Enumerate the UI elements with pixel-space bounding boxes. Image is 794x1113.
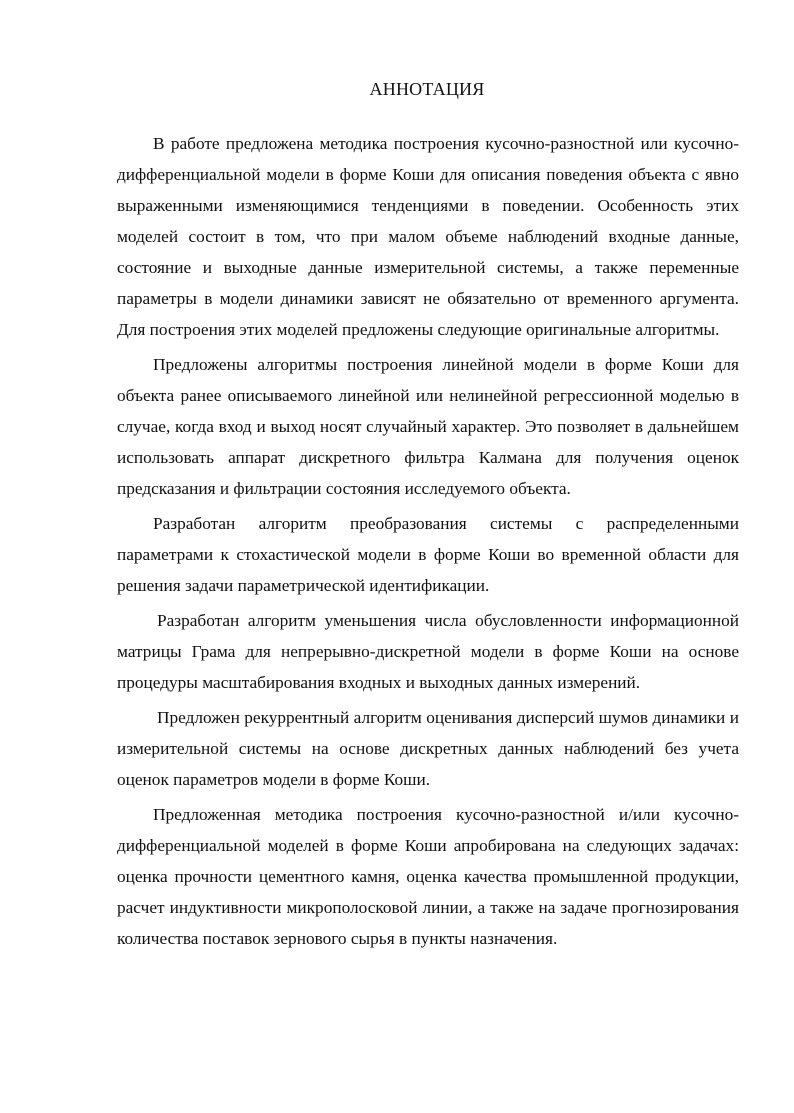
paragraph-distributed-parameters: Разработан алгоритм преобразования системы с распределенными параметрами к стохастической модели в форме Коши во временной области для решения задачи параметрической идентификации. [117,514,739,595]
abstract-body [117,128,739,954]
paragraph-gram-matrix: Разработан алгоритм уменьшения числа обусловленности информационной матрицы Грама для непрерывно-дискретной модели в форме Коши на основе процедуры масштабирования входных и выходных данных измерений. [117,611,739,692]
paragraph-noise-variance: Предложен рекуррентный алгоритм оценивания дисперсий шумов динамики и измерительной системы на основе дискретных данных наблюдений без учета оценок параметров модели в форме Коши. [117,708,739,789]
paragraph-methodology: В работе предложена методика построения кусочно-разностной или кусочно-дифференциальной модели в форме Коши для описания поведения объекта с явно выраженными изменяющимися тенденциями в поведении. Особенность этих моделей состоит в том, что при малом объеме наблюдений входные данные, состояние и выходные данные измерительной системы, а также переменные параметры в модели динамики зависят не обязательно от временного аргумента. Для построения этих моделей предложены следующие оригинальные алгоритмы. [117,134,739,339]
paragraph-applications: Предложенная методика построения кусочно-разностной и/или кусочно-дифференциальной моделей в форме Коши апробирована на следующих задачах: оценка прочности цементного камня, оценка качества промышленной продукции, расчет индуктивности микрополосковой линии, а также на задаче прогнозирования количества поставок зернового сырья в пункты назначения. [117,805,739,948]
paragraph-linear-model-algorithms: Предложены алгоритмы построения линейной модели в форме Коши для объекта ранее описываемого линейной или нелинейной регрессионной моделью в случае, когда вход и выход носят случайный характер. Это позволяет в дальнейшем использовать аппарат дискретного фильтра Калмана для получения оценок предсказания и фильтрации состояния исследуемого объекта. [117,355,739,498]
page-title: АННОТАЦИЯ [369,79,485,99]
